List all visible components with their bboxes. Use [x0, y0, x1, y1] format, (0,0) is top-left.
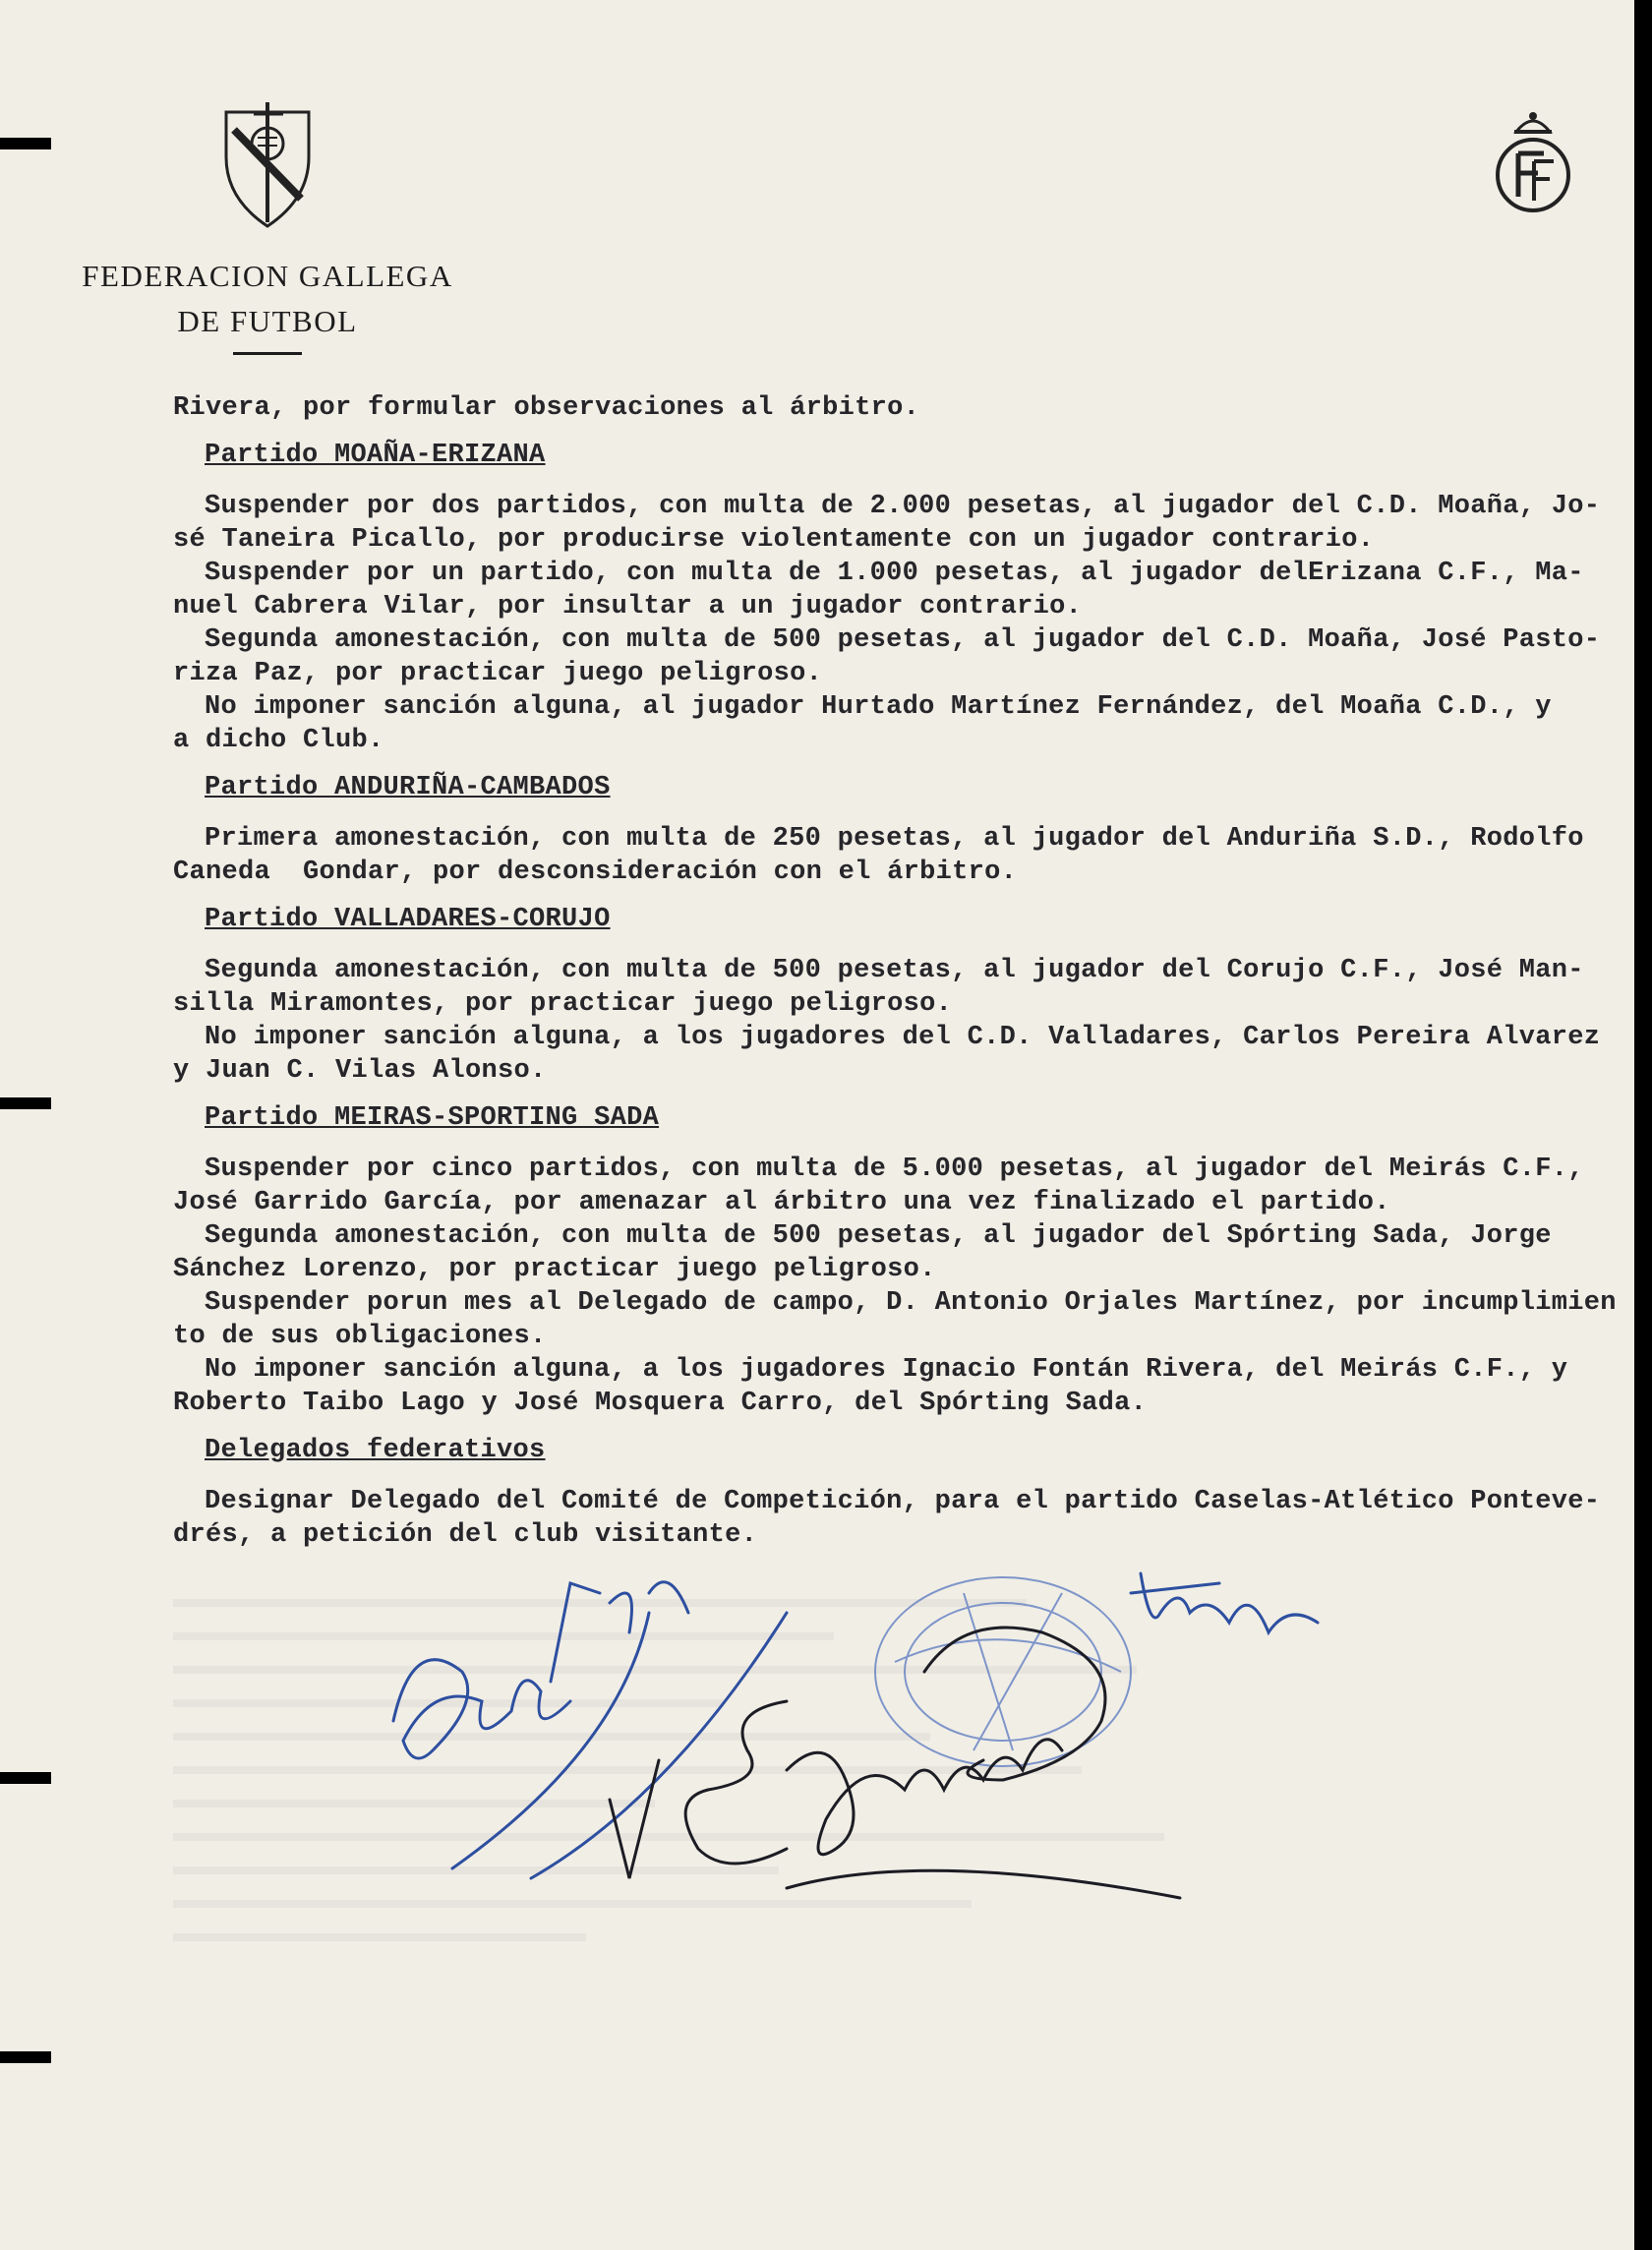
section-heading: Partido ANDURIÑA-CAMBADOS [205, 773, 611, 802]
section-heading: Partido MOAÑA-ERIZANA [205, 441, 546, 470]
body-line: No imponer sanción alguna, a los jugadores del C.D. Valladares, Carlos Pereira Alvarez [205, 1023, 1601, 1052]
body-line: a dicho Club. [173, 726, 384, 755]
letterhead-rule [233, 352, 302, 355]
body-line: Segunda amonestación, con multa de 500 pesetas, al jugador del C.D. Moaña, José Pasto- [205, 625, 1601, 655]
body-line: nuel Cabrera Vilar, por insultar a un jugador contrario. [173, 592, 1083, 622]
body-line: Segunda amonestación, con multa de 500 pesetas, al jugador del Spórting Sada, Jorge [205, 1221, 1552, 1251]
body-line: Suspender porun mes al Delegado de campo, D. Antonio Orjales Martínez, por incumplimien [205, 1288, 1617, 1318]
document-body [173, 391, 1619, 1552]
section-heading: Partido VALLADARES-CORUJO [205, 905, 611, 934]
binding-mark [0, 138, 51, 149]
intro-line: Rivera, por formular observaciones al árbitro. [173, 393, 920, 423]
body-line: Suspender por dos partidos, con multa de 2.000 pesetas, al jugador del C.D. Moaña, Jo- [205, 492, 1601, 521]
binding-mark [0, 1772, 51, 1784]
section-heading: Delegados federativos [205, 1436, 546, 1465]
body-line: Primera amonestación, con multa de 250 pesetas, al jugador del Anduriña S.D., Rodolfo [205, 824, 1584, 854]
body-line: y Juan C. Vilas Alonso. [173, 1056, 547, 1086]
body-line: sé Taneira Picallo, por producirse violentamente con un jugador contrario. [173, 525, 1375, 555]
body-line: to de sus obligaciones. [173, 1322, 547, 1351]
body-line: Sánchez Lorenzo, por practicar juego peligroso. [173, 1255, 936, 1284]
binding-mark [0, 2051, 51, 2063]
body-line: Segunda amonestación, con multa de 500 pesetas, al jugador del Corujo C.F., José Man- [205, 956, 1584, 985]
body-line: Caneda Gondar, por desconsideración con el árbitro. [173, 858, 1018, 887]
letterhead-line-2: DE FUTBOL [177, 304, 358, 338]
body-line: No imponer sanción alguna, al jugador Hurtado Martínez Fernández, del Moaña C.D., y [205, 692, 1552, 722]
binding-mark [0, 1097, 51, 1109]
body-line: drés, a petición del club visitante. [173, 1520, 758, 1550]
body-line: Roberto Taibo Lago y José Mosquera Carro, del Spórting Sada. [173, 1389, 1148, 1418]
body-line: No imponer sanción alguna, a los jugadores Ignacio Fontán Rivera, del Meirás C.F., y [205, 1355, 1568, 1385]
official-stamp-icon [875, 1577, 1131, 1766]
section-heading: Partido MEIRAS-SPORTING SADA [205, 1103, 660, 1133]
body-line: Suspender por cinco partidos, con multa de 5.000 pesetas, al jugador del Meirás C.F., [205, 1155, 1584, 1184]
handwritten-signature-icon [393, 1573, 1318, 1878]
galician-federation-crest-icon [218, 100, 317, 230]
signatures-and-stamp [374, 1554, 1416, 1927]
letterhead-line-1: FEDERACION GALLEGA [82, 259, 453, 293]
handwritten-signature-icon [610, 1628, 1180, 1898]
letterhead [71, 254, 464, 355]
body-line: Suspender por un partido, con multa de 1.000 pesetas, al jugador delErizana C.F., Ma- [205, 559, 1584, 588]
royal-spanish-federation-crest-icon [1489, 106, 1577, 224]
body-line: Designar Delegado del Comité de Competición, para el partido Caselas-Atlético Ponteve- [205, 1487, 1601, 1516]
body-line: silla Miramontes, por practicar juego peligroso. [173, 989, 953, 1019]
body-line: riza Paz, por practicar juego peligroso. [173, 659, 823, 688]
body-line: José Garrido García, por amenazar al árbitro una vez finalizado el partido. [173, 1188, 1390, 1217]
